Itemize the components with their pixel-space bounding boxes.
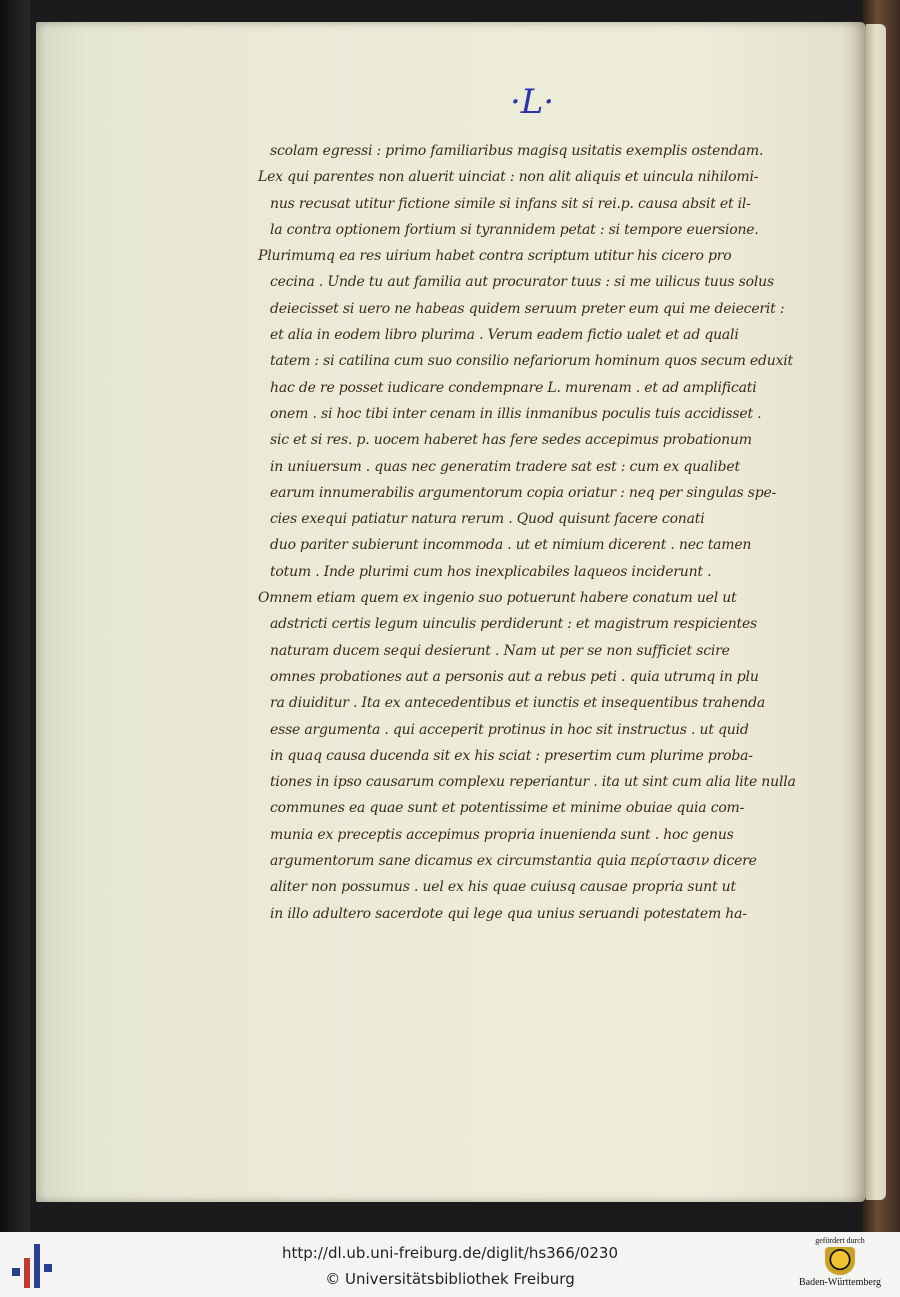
text-line: Plurimumq ea res uirium habet contra scriptum utitur his cicero pro	[258, 248, 732, 265]
text-line: la contra optionem fortium si tyrannidem petat : si tempore euersione.	[270, 221, 759, 238]
text-line: onem . si hoc tibi inter cenam in illis inmanibus poculis tuis accidisset .	[270, 405, 762, 422]
text-line: in illo adultero sacerdote qui lege qua unius seruandi potestatem ha-	[270, 905, 747, 922]
text-line: ra diuiditur . Ita ex antecedentibus et iunctis et insequentibus trahenda	[270, 695, 765, 712]
text-line: esse argumenta . qui acceperit protinus in hoc sit instructus . ut quid	[270, 721, 749, 738]
manuscript-text-block	[258, 138, 810, 927]
text-line: omnes probationes aut a personis aut a rebus peti . quia utrumq in plu	[270, 668, 759, 685]
state-crest-icon	[825, 1247, 855, 1275]
text-line: communes ea quae sunt et potentissime et minime obuiae quia com-	[270, 800, 745, 817]
text-line: Lex qui parentes non aluerit uinciat : non alit aliquis et uincula nihilomi-	[258, 169, 759, 186]
left-dark-margin	[0, 0, 30, 1232]
text-line: naturam ducem sequi desierunt . Nam ut per se non sufficiet scire	[270, 642, 730, 659]
decorated-initial: ·L·	[510, 82, 555, 122]
text-line: Omnem etiam quem ex ingenio suo potuerunt habere conatum uel ut	[258, 590, 737, 607]
text-line: in uniuersum . quas nec generatim tradere sat est : cum ex qualibet	[270, 458, 740, 475]
text-line: in quaq causa ducenda sit ex his sciat : presertim cum plurime proba-	[270, 747, 753, 764]
text-line: earum innumerabilis argumentorum copia oriatur : neq per singulas spe-	[270, 484, 777, 501]
text-line: tiones in ipso causarum complexu reperiantur . ita ut sint cum alia lite nulla	[270, 774, 796, 791]
text-line: cies exequi patiatur natura rerum . Quod quisunt facere conati	[270, 511, 705, 528]
text-line: duo pariter subierunt incommoda . ut et nimium dicerent . nec tamen	[270, 537, 752, 554]
text-line: totum . Inde plurimi cum hos inexplicabiles laqueos inciderunt .	[270, 563, 712, 580]
copyright-notice: © Universitätsbibliothek Freiburg	[325, 1270, 575, 1288]
sponsor-name: Baden-Württemberg	[798, 1277, 881, 1288]
text-line: adstricti certis legum uinculis perdiderunt : et magistrum respicientes	[270, 616, 758, 633]
permalink-url[interactable]: http://dl.ub.uni-freiburg.de/diglit/hs366/0230	[282, 1244, 618, 1262]
text-line: et alia in eodem libro plurima . Verum eadem fictio ualet et ad quali	[270, 327, 739, 344]
text-line: argumentorum sane dicamus ex circumstantia quia περίστασιν dicere	[270, 853, 757, 870]
text-line: nus recusat utitur fictione simile si infans sit si rei.p. causa absit et il-	[270, 195, 751, 212]
footer-bar	[0, 1232, 900, 1297]
text-line: cecina . Unde tu aut familia aut procurator tuus : si me uilicus tuus solus	[270, 274, 774, 291]
text-line: munia ex preceptis accepimus propria inuenienda sunt . hoc genus	[270, 826, 734, 843]
text-line: tatem : si catilina cum suo consilio nefariorum hominum quos secum eduxit	[270, 353, 793, 370]
sponsor-caption: gefördert durch	[815, 1236, 865, 1245]
text-line: sic et si res. p. uocem haberet has fere sedes accepimus probationum	[270, 432, 752, 449]
text-line: scolam egressi : primo familiaribus magisq usitatis exemplis ostendam.	[270, 143, 764, 159]
text-line: deiecisset si uero ne habeas quidem seruum preter eum qui me deiecerit :	[270, 300, 785, 317]
text-line: hac de re posset iudicare condempnare L. murenam . et ad amplificati	[270, 379, 757, 396]
text-line: aliter non possumus . uel ex his quae cuiusq causae propria sunt ut	[270, 879, 736, 896]
sponsor-block	[790, 1236, 890, 1288]
facing-page-edge	[866, 24, 886, 1200]
